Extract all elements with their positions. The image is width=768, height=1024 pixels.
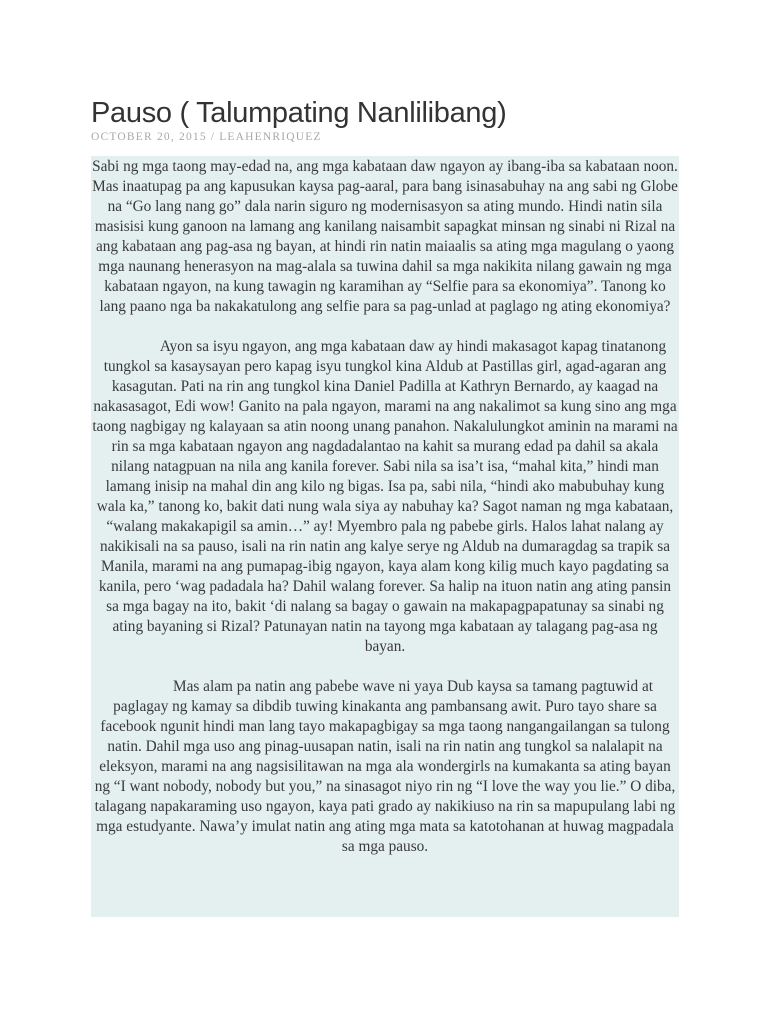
paragraph-3: [91, 677, 679, 857]
post-author[interactable]: LEAHENRIQUEZ: [219, 131, 322, 143]
paragraph-1-text: Sabi ng mga taong may-edad na, ang mga kabataan daw ngayon ay ibang-iba sa kabataan noon. Mas inaatupag pa ang kapusukan kaysa pag-aaral, para bang isinasabuhay na ang sabi ng Globe na “Go lang nang go” dala narin siguro ng modernisasyon sa ating mundo. Hindi natin sila masisisi kung ganoon na lamang ang kanilang naisambit sapagkat minsan ng sinabi ni Rizal na ang kabataan ang pag-asa ng bayan, at hindi rin natin maiaalis sa ating mga magulang o yaong mga naunang henerasyon na mag-alala sa tuwina dahil sa mga nakikita nilang gawain ng mga kabataan ngayon, na kung tawagin ng karamihan ay “Selfie para sa ekonomiya”. Tanong ko lang paano nga ba nakakatulong ang selfie para sa pag-unlad at paglago ng ating ekonomiya?: [92, 158, 678, 315]
post-date[interactable]: OCTOBER 20, 2015: [91, 131, 207, 143]
paragraph-3-text: Mas alam pa natin ang pabebe wave ni yaya Dub kaysa sa tamang pagtuwid at paglagay ng kamay sa dibdib tuwing kinakanta ang pambansang awit. Puro tayo share sa facebook ngunit hindi man lang tayo makapagbigay sa mga taong nangangailangan sa tulong natin. Dahil mga uso ang pinag-uusapan natin, isali na rin natin ang tungkol sa nalalapit na eleksyon, marami na ang nagsisilitawan na mga ala wondergirls na kumakanta sa ating bayan ng “I want nobody, nobody but you,” na sinasagot niyo rin ng “I love the way you lie.” O diba, talagang napakaraming uso ngayon, kaya pati grado ay nakikiuso na rin sa mapupulang labi ng mga estudyante. Nawa’y imulat natin ang ating mga mata sa katotohanan at huwag magpadala sa mga pauso.: [94, 678, 676, 855]
post-meta: [91, 130, 679, 144]
article-body: [91, 156, 679, 917]
meta-separator: /: [210, 131, 216, 143]
paragraph-1: [91, 157, 679, 317]
paragraph-2-text: Ayon sa isyu ngayon, ang mga kabataan daw ay hindi makasagot kapag tinatanong tungkol sa kasaysayan pero kapag isyu tungkol kina Aldub at Pastillas girl, agad-agaran ang kasagutan. Pati na rin ang tungkol kina Daniel Padilla at Kathryn Bernardo, ay kaagad na nakasasagot, Edi wow! Ganito na pala ngayon, marami na ang nakalimot sa kung sino ang mga taong nagbigay ng kalayaan sa atin noong unang panahon. Nakalulungkot aminin na marami na rin sa mga kabataan ngayon ang nagdadalantao na kahit sa murang edad pa dahil sa akala nilang natagpuan na nila ang kanila forever. Sabi nila sa isa’t isa, “mahal kita,” hindi man lamang inisip na mahal din ang kilo ng bigas. Isa pa, sabi nila, “hindi ako mabubuhay kung wala ka,” tanong ko, bakit dati nung wala siya ay nabuhay ka? Sagot naman ng mga kabataan, “walang makakapigil sa amin…” ay! Myembro pala ng pabebe girls. Halos lahat nalang ay nakikisali na sa pauso, isali na rin natin ang kalye serye ng Aldub na dumaragdag sa trapik sa Manila, marami na ang pumapag-ibig ngayon, kaya alam kong kilig much kayo pagdating sa kanila, pero ‘wag padadala ha? Dahil walang forever. Sa halip na ituon natin ang ating pansin sa mga bagay na ito, bakit ‘di nalang sa bagay o gawain na makapagpapatunay sa sinabi ng ating bayaning si Rizal? Patunayan natin na tayong mga kabataan ay talagang pag-asa ng bayan.: [92, 338, 678, 655]
blog-post: [91, 96, 679, 917]
post-title: Pauso ( Talumpating Nanlilibang): [91, 97, 507, 129]
paragraph-2: [91, 337, 679, 657]
